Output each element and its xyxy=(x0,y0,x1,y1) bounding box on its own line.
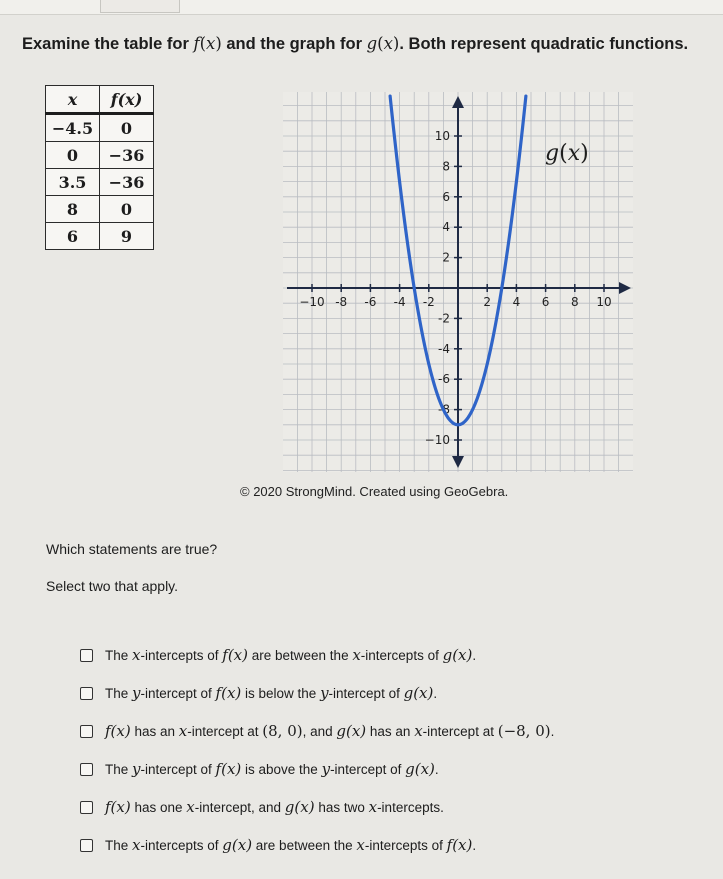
option-text-part: is above the xyxy=(241,762,322,777)
prompt-lead: Examine the table for xyxy=(22,35,194,53)
table-cell-x: 0 xyxy=(46,142,100,169)
g-graph-svg xyxy=(283,92,633,472)
math-term: g(x) xyxy=(403,684,434,702)
math-term: y xyxy=(320,684,329,702)
table-cell-x: −4.5 xyxy=(46,114,100,142)
y-tick-label: 4 xyxy=(442,220,450,235)
x-tick-label: -2 xyxy=(422,295,435,309)
answer-checkbox[interactable] xyxy=(80,839,93,852)
math-term: x xyxy=(186,798,195,816)
problem-prompt xyxy=(22,32,712,56)
prompt-f-of-x: f(x) xyxy=(193,34,222,53)
math-term: x xyxy=(356,836,365,854)
answer-checkbox[interactable] xyxy=(80,801,93,814)
answer-checkbox[interactable] xyxy=(80,687,93,700)
answer-checkbox[interactable] xyxy=(80,763,93,776)
answer-option-6[interactable] xyxy=(80,826,700,864)
option-text-part: The xyxy=(105,838,133,853)
table-row xyxy=(46,142,154,169)
option-text-part: has an xyxy=(366,724,415,739)
table-cell-fx: −36 xyxy=(100,142,154,169)
option-text-part: are between the xyxy=(248,648,353,663)
option-text-part: is below the xyxy=(241,686,321,701)
x-tick-label: 2 xyxy=(483,295,492,309)
prompt-g-of-x: g(x) xyxy=(366,34,400,53)
option-text-part: . xyxy=(472,838,477,853)
prompt-mid: and the graph for xyxy=(221,35,367,53)
y-tick-label: -4 xyxy=(438,341,450,356)
y-tick-label: -2 xyxy=(438,311,450,326)
table-row xyxy=(46,196,154,223)
option-text-part: -intercept of xyxy=(140,762,216,777)
y-tick-label: 2 xyxy=(442,250,450,265)
answer-checkbox[interactable] xyxy=(80,725,93,738)
math-term: y xyxy=(132,760,141,778)
g-curve-label: g(x) xyxy=(545,141,589,166)
answer-option-text xyxy=(105,684,437,702)
instruction-text: Select two that apply. xyxy=(46,578,179,594)
table-cell-x: 6 xyxy=(46,223,100,250)
table-row xyxy=(46,223,154,250)
math-point: (8, 0) xyxy=(262,722,303,740)
math-term: x xyxy=(414,722,423,740)
option-text-part: . xyxy=(550,724,555,739)
answer-option-5[interactable] xyxy=(80,788,700,826)
option-text-part: The xyxy=(105,686,133,701)
x-tick-label: 4 xyxy=(512,295,521,309)
answer-checkbox[interactable] xyxy=(80,649,93,662)
option-text-part: -intercepts of xyxy=(360,648,443,663)
math-term: g(x) xyxy=(442,646,473,664)
table-cell-fx: 0 xyxy=(100,114,154,142)
option-text-part: -intercepts of xyxy=(140,838,223,853)
math-point: (−8, 0) xyxy=(497,722,551,740)
answer-option-text xyxy=(105,798,444,816)
option-text-part: -intercepts of xyxy=(364,838,447,853)
math-term: g(x) xyxy=(405,760,435,778)
math-term: x xyxy=(178,722,188,740)
x-tick-label: 6 xyxy=(541,295,550,309)
answer-option-text xyxy=(105,760,439,778)
question-text: Which statements are true? xyxy=(46,541,218,557)
y-tick-label: -8 xyxy=(438,402,450,417)
table-cell-x: 3.5 xyxy=(46,169,100,196)
table-row xyxy=(46,114,154,142)
math-term: f(x) xyxy=(446,836,473,854)
table-cell-fx: 9 xyxy=(100,223,154,250)
y-tick-label: -6 xyxy=(438,372,450,387)
f-value-table xyxy=(45,85,154,250)
x-tick-label: −10 xyxy=(299,295,325,309)
option-text-part: -intercept at xyxy=(422,724,498,739)
y-tick-label: 6 xyxy=(442,189,450,204)
answer-option-text xyxy=(105,722,554,740)
option-text-part: -intercept of xyxy=(330,762,406,777)
answer-option-2[interactable] xyxy=(80,674,700,712)
math-term: g(x) xyxy=(284,798,315,816)
table-cell-x: 8 xyxy=(46,196,100,223)
x-tick-label: 10 xyxy=(596,295,612,309)
answer-option-4[interactable] xyxy=(80,750,700,788)
option-text-part: , and xyxy=(302,724,337,739)
math-term: f(x) xyxy=(105,798,131,816)
math-term: f(x) xyxy=(105,722,131,740)
answer-options xyxy=(80,636,700,864)
browser-top-strip xyxy=(0,0,723,15)
table-header-x: x xyxy=(46,86,100,114)
x-tick-label: -4 xyxy=(393,295,406,309)
option-text-part: -intercepts of xyxy=(140,648,223,663)
prompt-tail: . Both represent quadratic functions. xyxy=(399,35,689,53)
math-term: x xyxy=(368,798,378,816)
math-term: f(x) xyxy=(215,760,242,778)
math-term: f(x) xyxy=(222,646,248,664)
answer-option-text xyxy=(105,836,476,854)
graph-credit: © 2020 StrongMind. Created using GeoGebra. xyxy=(240,484,509,499)
table-header-row xyxy=(46,86,154,114)
answer-option-text xyxy=(105,646,476,664)
g-graph xyxy=(283,92,633,472)
y-tick-label: −10 xyxy=(424,433,450,447)
table-row xyxy=(46,169,154,196)
option-text-part: The xyxy=(105,648,133,663)
answer-option-1[interactable] xyxy=(80,636,700,674)
option-text-part: . xyxy=(472,648,477,663)
math-term: x xyxy=(132,646,141,664)
option-text-part: -intercept of xyxy=(328,686,404,701)
option-text-part: -intercepts. xyxy=(377,800,444,815)
math-term: y xyxy=(321,760,331,778)
math-term: f(x) xyxy=(215,684,242,702)
math-term: x xyxy=(132,836,141,854)
option-text-part: are between the xyxy=(252,838,357,853)
option-text-part: has one xyxy=(130,800,187,815)
option-text-part: . xyxy=(433,686,438,701)
option-text-part: . xyxy=(434,762,439,777)
option-text-part: The xyxy=(105,762,133,777)
table-cell-fx: 0 xyxy=(100,196,154,223)
math-term: y xyxy=(132,684,141,702)
browser-tab[interactable] xyxy=(100,0,180,13)
option-text-part: -intercept, and xyxy=(194,800,285,815)
x-tick-label: -8 xyxy=(335,295,348,309)
option-text-part: -intercept at xyxy=(187,724,263,739)
answer-option-3[interactable] xyxy=(80,712,700,750)
x-tick-label: -6 xyxy=(364,295,377,309)
option-text-part: has two xyxy=(314,800,369,815)
y-tick-label: 8 xyxy=(442,159,450,174)
option-text-part: -intercept of xyxy=(140,686,216,701)
math-term: g(x) xyxy=(336,722,367,740)
math-term: g(x) xyxy=(222,836,253,854)
table-header-fx: f(x) xyxy=(100,86,154,114)
option-text-part: has an xyxy=(130,724,179,739)
x-tick-label: 8 xyxy=(570,295,579,309)
math-term: x xyxy=(352,646,361,664)
table-cell-fx: −36 xyxy=(100,169,154,196)
y-tick-label: 10 xyxy=(434,129,450,143)
